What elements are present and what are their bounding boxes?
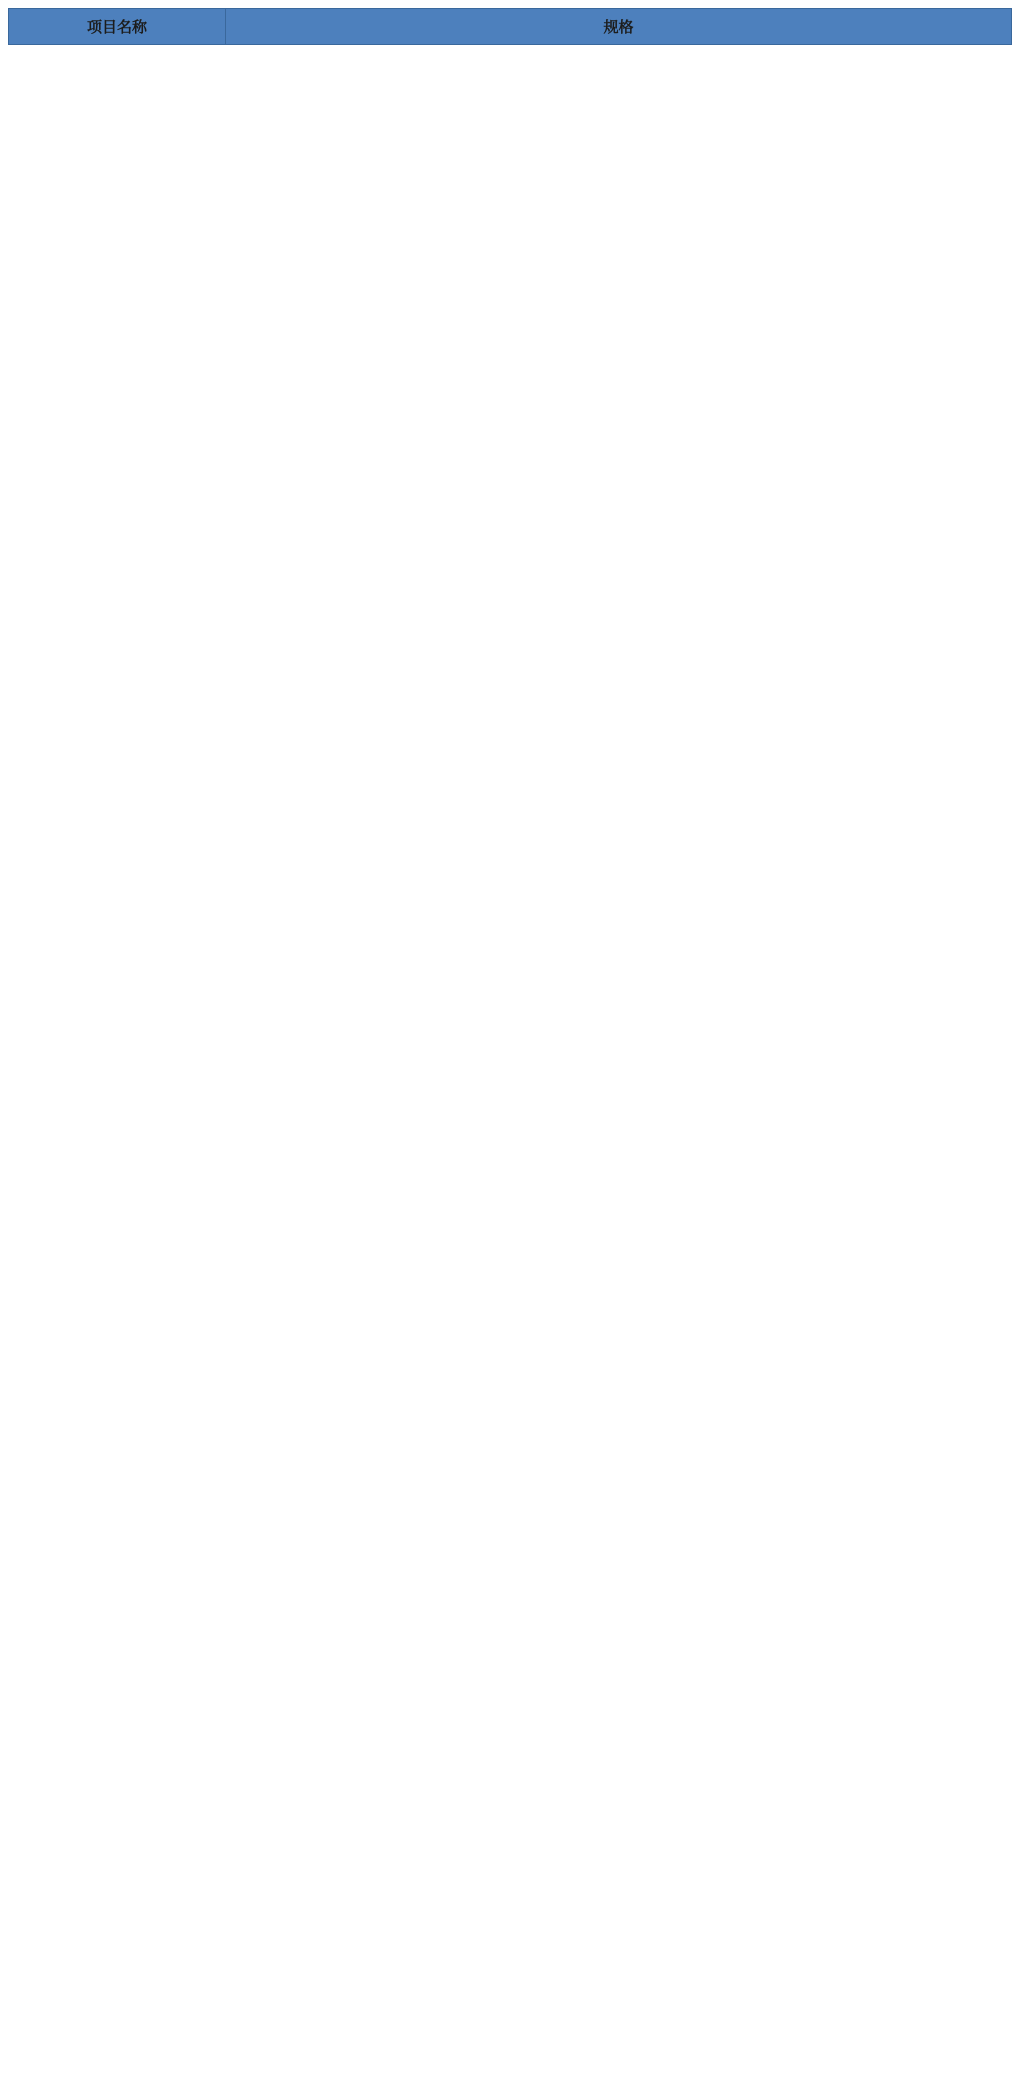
col-header-item-name: 项目名称 <box>9 9 226 45</box>
spec-table <box>8 8 1012 45</box>
col-header-spec: 规格 <box>226 9 1012 45</box>
table-header-row <box>9 9 1012 45</box>
